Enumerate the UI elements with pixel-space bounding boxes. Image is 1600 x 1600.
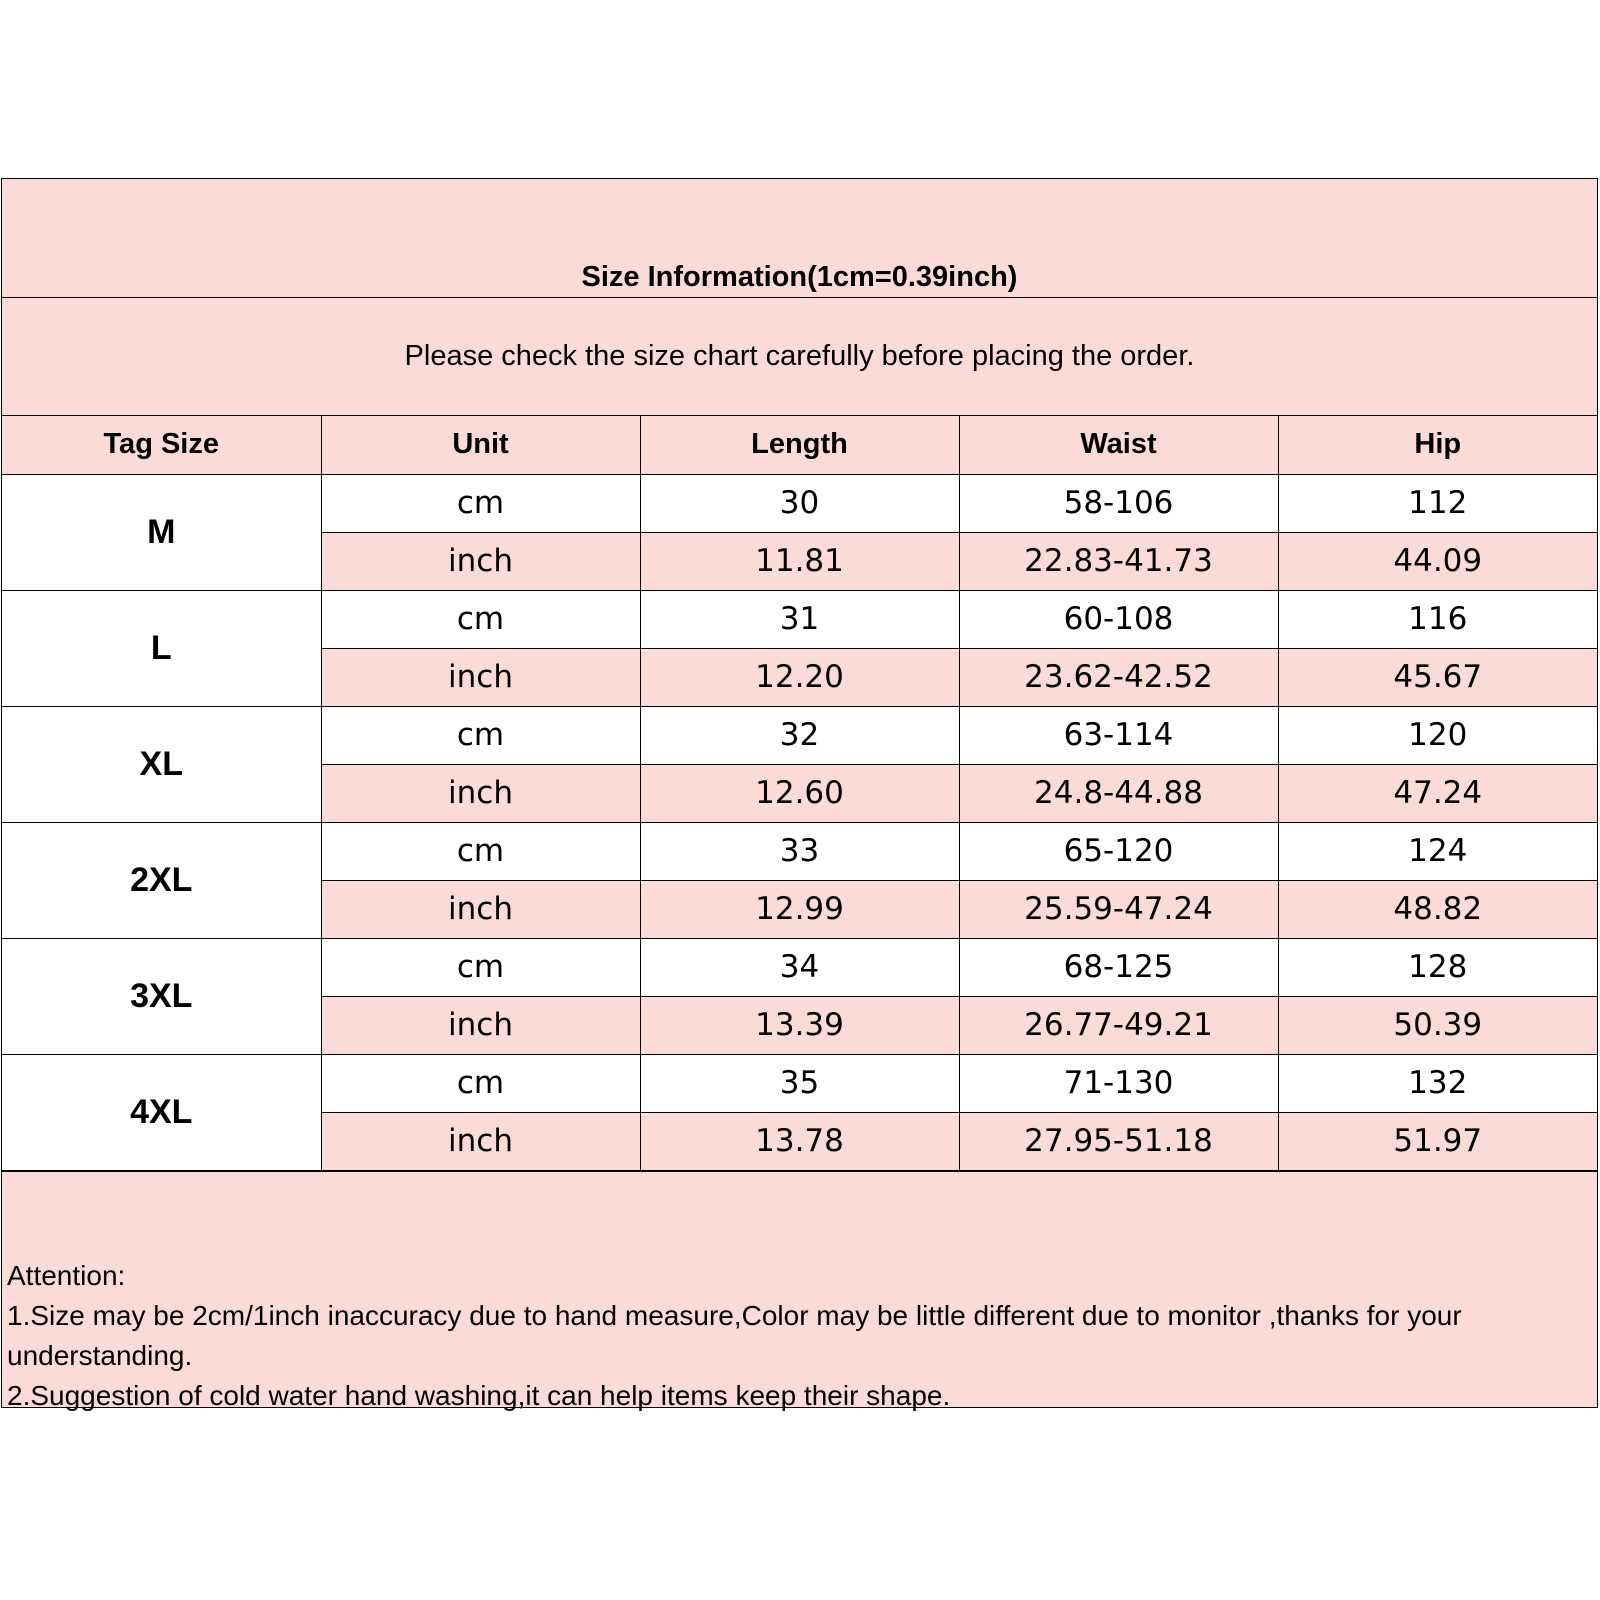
length-cell: 34	[640, 938, 959, 996]
tag-size-cell: M	[2, 474, 321, 590]
length-cell: 35	[640, 1054, 959, 1112]
subtitle-band	[2, 298, 1597, 416]
hip-cell: 116	[1278, 590, 1597, 648]
waist-cell: 24.8-44.88	[959, 764, 1278, 822]
length-cell: 13.39	[640, 996, 959, 1054]
length-cell: 12.99	[640, 880, 959, 938]
waist-cell: 65-120	[959, 822, 1278, 880]
table-header-row	[2, 416, 1597, 474]
waist-cell: 27.95-51.18	[959, 1112, 1278, 1170]
waist-cell: 63-114	[959, 706, 1278, 764]
attention-note-2: 2.Suggestion of cold water hand washing,it can help items keep their shape.	[7, 1379, 951, 1411]
length-cell: 11.81	[640, 532, 959, 590]
size-chart-title: Size Information(1cm=0.39inch)	[581, 261, 1018, 293]
hip-cell: 132	[1278, 1054, 1597, 1112]
table-row	[2, 1054, 1597, 1112]
title-band	[2, 179, 1597, 298]
unit-cell: cm	[321, 822, 640, 880]
tag-size-cell: L	[2, 590, 321, 706]
length-cell: 30	[640, 474, 959, 532]
tag-size-cell: 2XL	[2, 822, 321, 938]
tag-size-cell: XL	[2, 706, 321, 822]
unit-cell: cm	[321, 1054, 640, 1112]
hip-cell: 112	[1278, 474, 1597, 532]
header-tag-size: Tag Size	[2, 416, 321, 474]
length-cell: 12.60	[640, 764, 959, 822]
unit-cell: inch	[321, 532, 640, 590]
unit-cell: inch	[321, 764, 640, 822]
unit-cell: cm	[321, 590, 640, 648]
unit-cell: inch	[321, 648, 640, 706]
unit-cell: inch	[321, 1112, 640, 1170]
tag-size-cell: 4XL	[2, 1054, 321, 1170]
hip-cell: 128	[1278, 938, 1597, 996]
table-row	[2, 590, 1597, 648]
waist-cell: 68-125	[959, 938, 1278, 996]
waist-cell: 26.77-49.21	[959, 996, 1278, 1054]
unit-cell: cm	[321, 706, 640, 764]
hip-cell: 120	[1278, 706, 1597, 764]
waist-cell: 25.59-47.24	[959, 880, 1278, 938]
attention-heading: Attention:	[7, 1259, 126, 1291]
table-row	[2, 822, 1597, 880]
hip-cell: 44.09	[1278, 532, 1597, 590]
table-row	[2, 474, 1597, 532]
waist-cell: 23.62-42.52	[959, 648, 1278, 706]
table-row	[2, 938, 1597, 996]
attention-note-1: 1.Size may be 2cm/1inch inaccuracy due to hand measure,Color may be little different due to monitor ,thanks for your understanding.	[7, 1299, 1462, 1371]
table-row	[2, 706, 1597, 764]
header-waist: Waist	[959, 416, 1278, 474]
header-unit: Unit	[321, 416, 640, 474]
length-cell: 33	[640, 822, 959, 880]
length-cell: 31	[640, 590, 959, 648]
waist-cell: 22.83-41.73	[959, 532, 1278, 590]
size-table	[2, 416, 1597, 1171]
waist-cell: 58-106	[959, 474, 1278, 532]
unit-cell: inch	[321, 996, 640, 1054]
attention-notes	[2, 1171, 1597, 1411]
tag-size-cell: 3XL	[2, 938, 321, 1054]
hip-cell: 47.24	[1278, 764, 1597, 822]
hip-cell: 45.67	[1278, 648, 1597, 706]
hip-cell: 51.97	[1278, 1112, 1597, 1170]
unit-cell: inch	[321, 880, 640, 938]
hip-cell: 48.82	[1278, 880, 1597, 938]
hip-cell: 50.39	[1278, 996, 1597, 1054]
unit-cell: cm	[321, 474, 640, 532]
header-hip: Hip	[1278, 416, 1597, 474]
hip-cell: 124	[1278, 822, 1597, 880]
waist-cell: 60-108	[959, 590, 1278, 648]
length-cell: 12.20	[640, 648, 959, 706]
header-length: Length	[640, 416, 959, 474]
length-cell: 32	[640, 706, 959, 764]
unit-cell: cm	[321, 938, 640, 996]
size-chart-sheet	[1, 178, 1598, 1411]
waist-cell: 71-130	[959, 1054, 1278, 1112]
length-cell: 13.78	[640, 1112, 959, 1170]
size-chart-subtitle: Please check the size chart carefully before placing the order.	[404, 340, 1195, 372]
